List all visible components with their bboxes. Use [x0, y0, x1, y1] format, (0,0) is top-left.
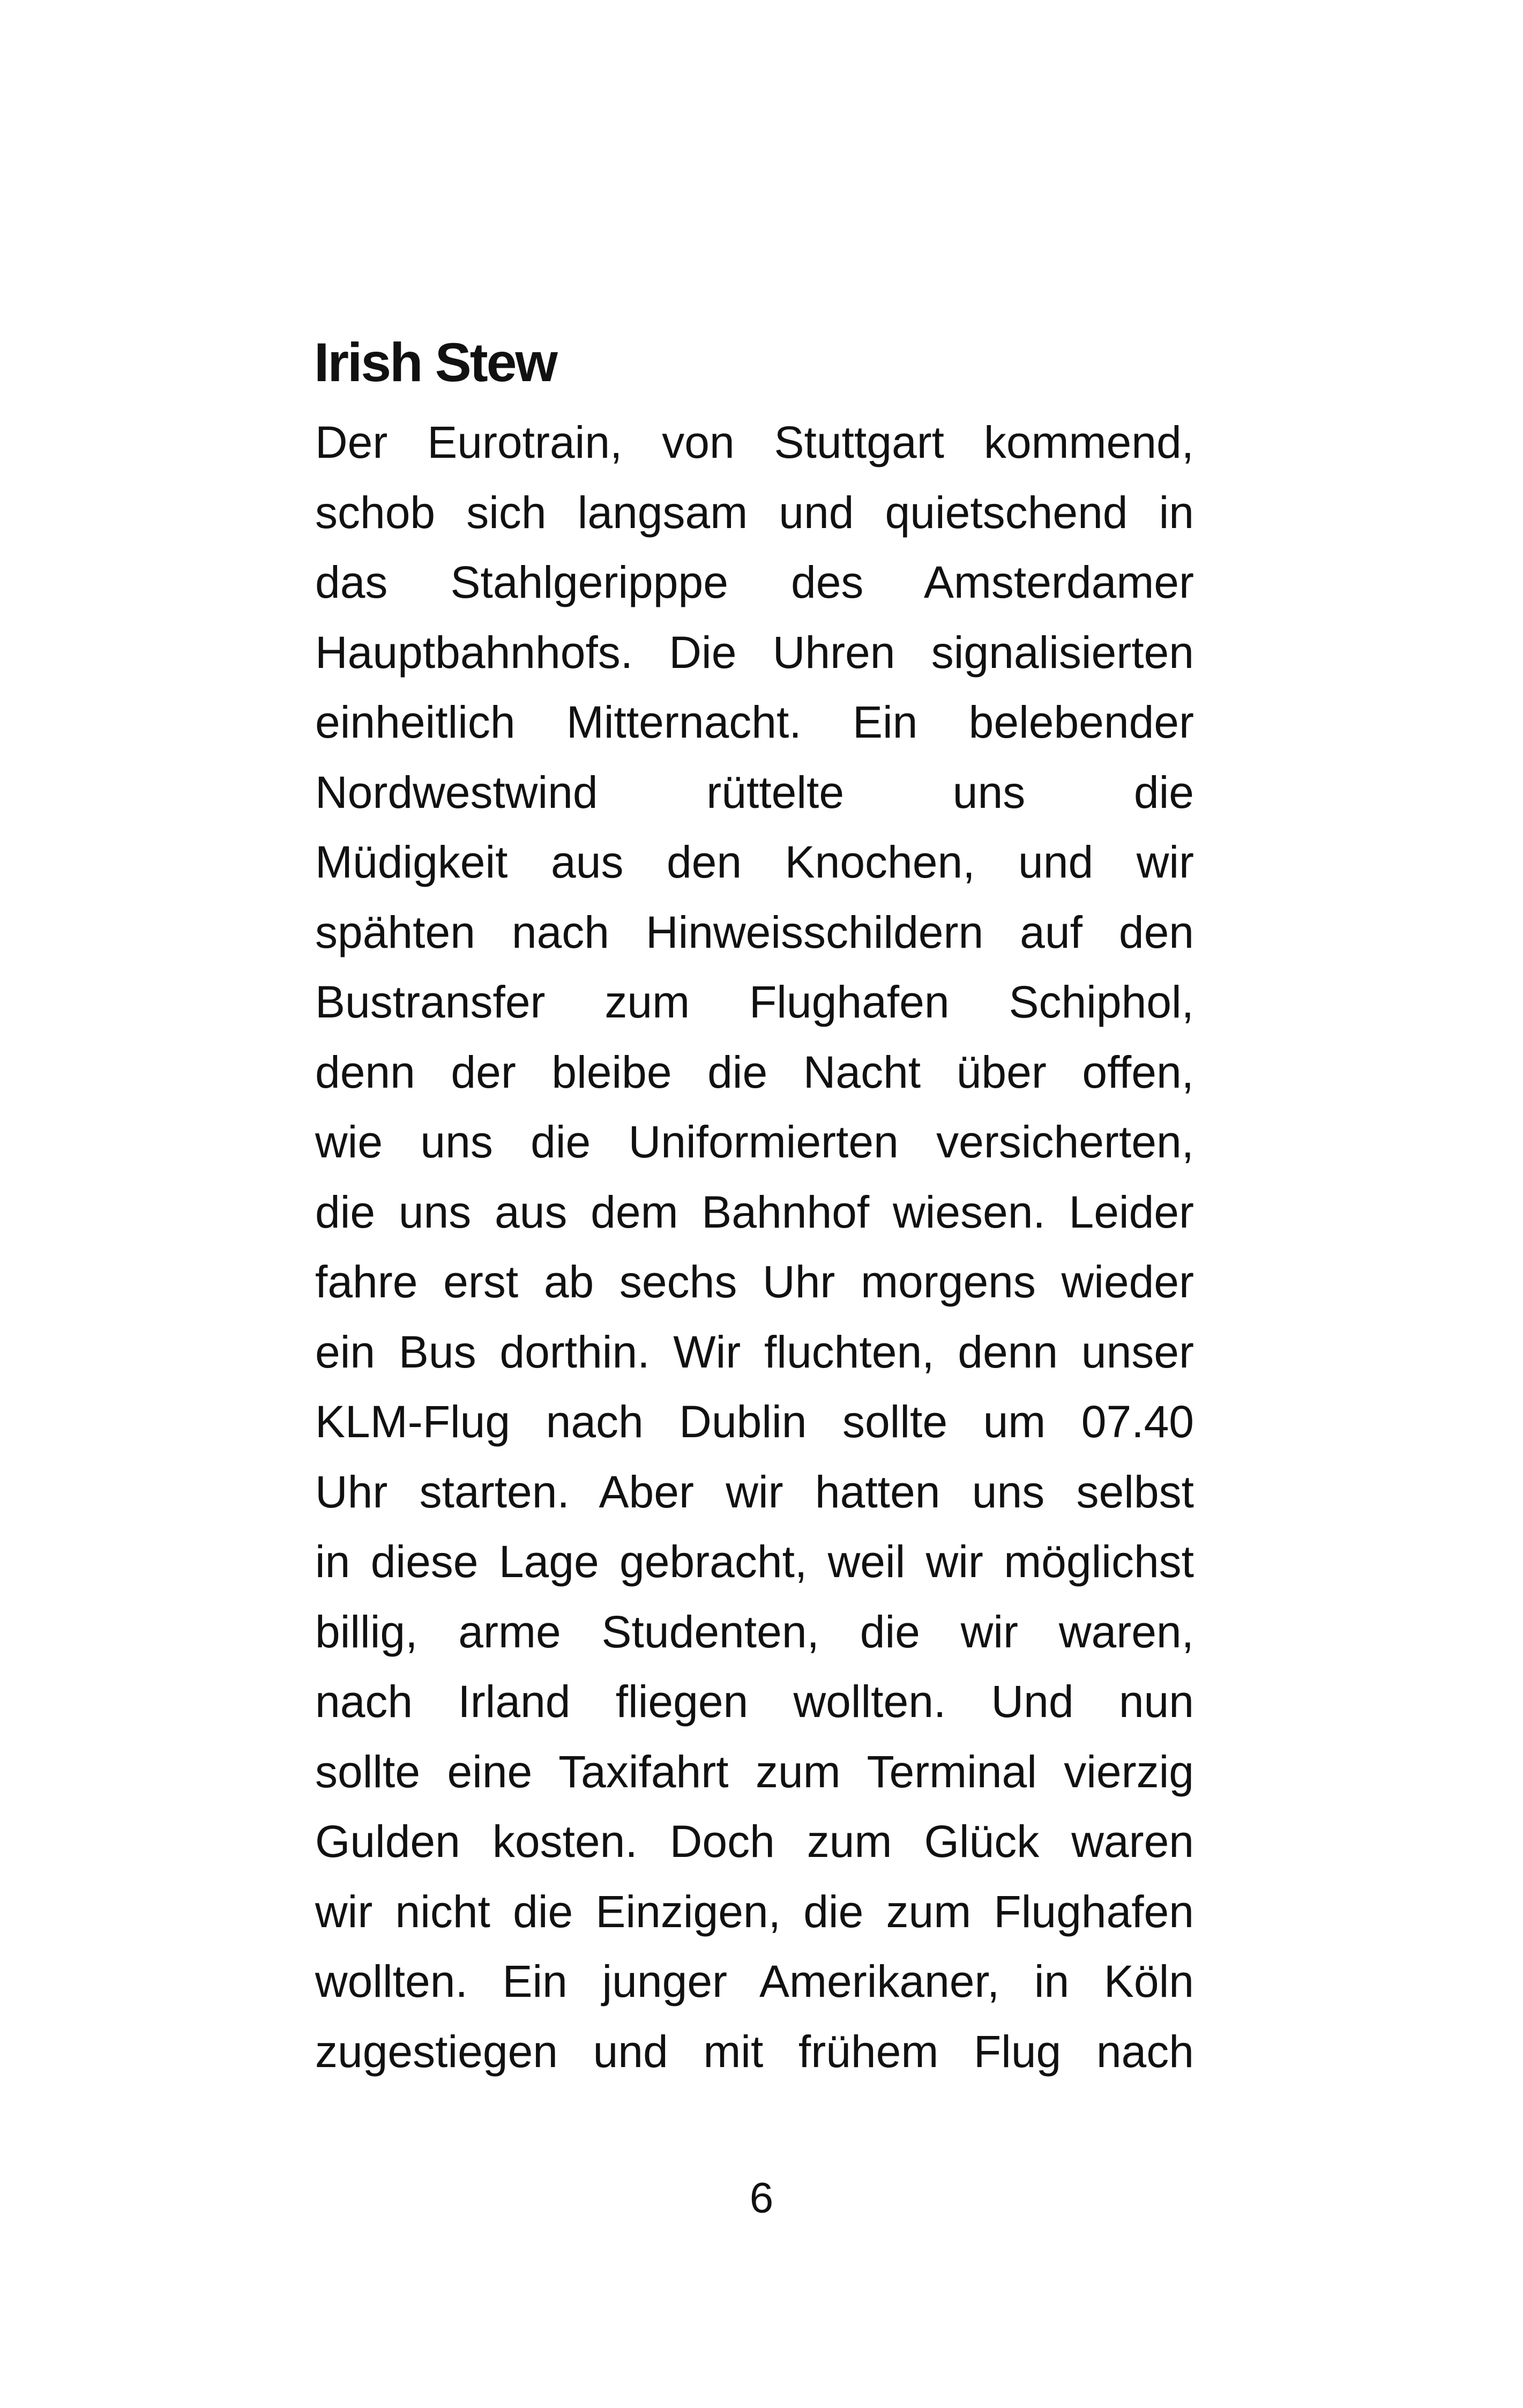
text-line: Hauptbahnhofs. Die Uhren signalisierten — [315, 627, 1194, 678]
page-number: 6 — [749, 2174, 774, 2221]
text-line: Uhr starten. Aber wir hatten uns selbst — [315, 1466, 1194, 1517]
text-line: Gulden kosten. Doch zum Glück waren — [315, 1816, 1194, 1867]
text-line: Müdigkeit aus den Knochen, und wir — [315, 837, 1194, 887]
text-line: wir nicht die Einzigen, die zum Flughafen — [315, 1886, 1194, 1937]
text-line: schob sich langsam und quietschend in — [315, 487, 1194, 538]
text-line: zugestiegen und mit frühem Flug nach — [315, 2026, 1194, 2077]
text-line: denn der bleibe die Nacht über offen, — [315, 1046, 1194, 1097]
text-line: nach Irland fliegen wollten. Und nun — [315, 1676, 1194, 1727]
text-line: wollten. Ein junger Amerikaner, in Köln — [315, 1956, 1194, 2006]
text-line: wie uns die Uniformierten versicherten, — [315, 1117, 1194, 1167]
chapter-title: Irish Stew — [314, 332, 556, 393]
body-paragraph — [315, 407, 1194, 2086]
text-line: die uns aus dem Bahnhof wiesen. Leider — [315, 1186, 1194, 1237]
text-line: einheitlich Mitternacht. Ein belebender — [315, 697, 1194, 747]
text-line: spähten nach Hinweisschildern auf den — [315, 906, 1194, 957]
text-line: sollte eine Taxifahrt zum Terminal vierzig — [315, 1746, 1194, 1797]
text-line: in diese Lage gebracht, weil wir möglichst — [315, 1536, 1194, 1587]
text-line: billig, arme Studenten, die wir waren, — [315, 1606, 1194, 1657]
text-line: Nordwestwind rüttelte uns die — [315, 767, 1194, 817]
text-line: Bustransfer zum Flughafen Schiphol, — [315, 977, 1194, 1027]
text-line: ein Bus dorthin. Wir fluchten, denn unser — [315, 1326, 1194, 1377]
text-line: das Stahlgeripppe des Amsterdamer — [315, 557, 1194, 607]
text-line: fahre erst ab sechs Uhr morgens wieder — [315, 1257, 1194, 1307]
text-line: KLM-Flug nach Dublin sollte um 07.40 — [315, 1396, 1194, 1447]
text-line: Der Eurotrain, von Stuttgart kommend, — [315, 417, 1194, 467]
